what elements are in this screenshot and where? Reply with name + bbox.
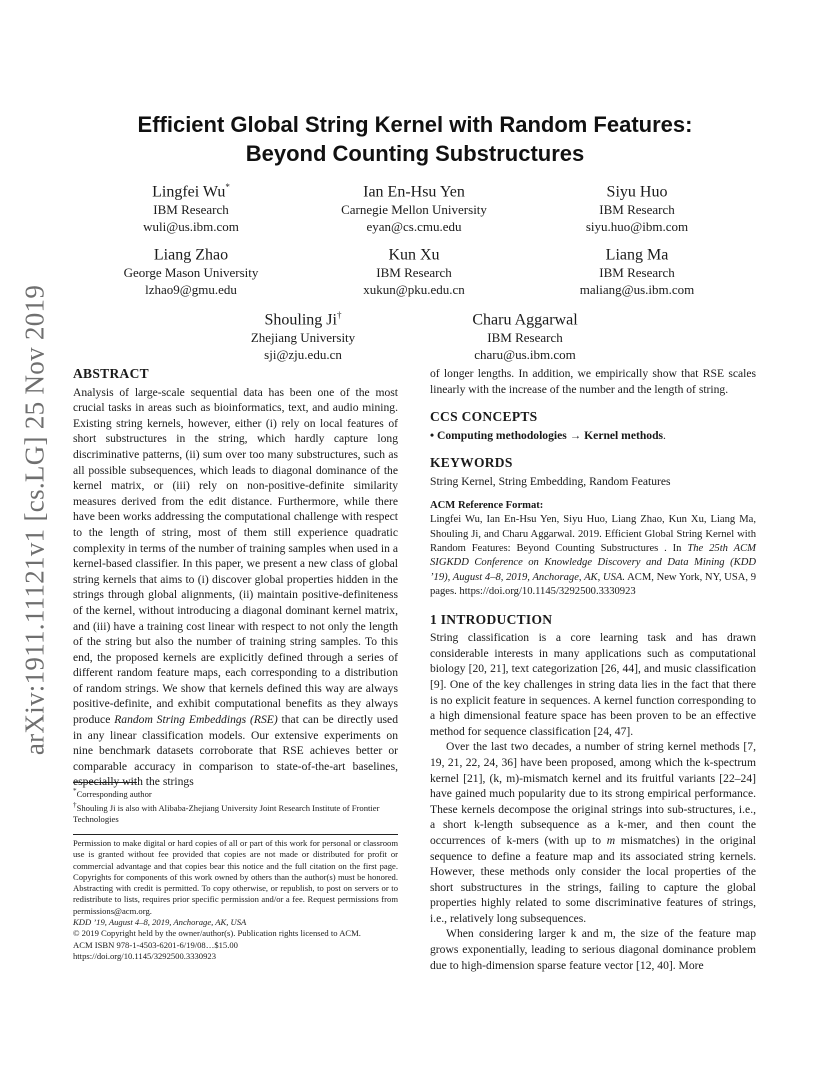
abstract-section [73,366,398,790]
author-block [544,241,730,298]
footnote-rule [73,782,137,783]
author-block [98,241,284,298]
keywords-heading: KEYWORDS [430,455,513,471]
author-affiliation: Carnegie Mellon University [341,202,487,218]
footnote-corresponding: *Corresponding author [73,787,152,799]
acm-ref-text: Lingfei Wu, Ian En-Hsu Yen, Siyu Huo, Liang Zhao, Kun Xu, Liang Ma, Shouling Ji, and Charu Aggarwal. 2019. Efficient Global String Kernel with Random Features: Beyond Counting Substructures . In The 25th ACM SIGKDD Conference on Knowledge Discovery and Data Mining (KDD ’19), August 4–8, 2019, Anchorage, AK, USA. ACM, New York, NY, USA, 9 pages. https://doi.org/10.1145/3292500.3330923 [430,514,756,598]
author-email: xukun@pku.edu.cn [363,281,465,297]
arxiv-stamp [14,285,56,755]
permission-doi: https://doi.org/10.1145/3292500.3330923 [73,950,216,961]
footnote-shouling: †Shouling Ji is also with Alibaba-Zhejiang University Joint Research Institute of Frontier Technologies [73,801,380,825]
author-email: lzhao9@gmu.edu [145,281,237,297]
author-block [432,306,618,363]
author-block [98,178,284,235]
permission-block [73,838,398,962]
intro-paragraph-3: When considering larger k and m, the size of the feature map grows exponentially, leading to serious diagonal dominance problem due to high-dimension sparse feature vector [12, 40]. More [430,927,756,972]
author-email: maliang@us.ibm.com [579,281,695,297]
permission-copyright: © 2019 Copyright held by the owner/author(s). Publication rights licensed to ACM. [73,928,361,939]
arxiv-id: arXiv:1911.11121v1 [cs.LG] 25 Nov 2019 [19,284,50,756]
intro-heading: 1 INTRODUCTION [430,611,553,627]
author-email: charu@us.ibm.com [474,346,576,362]
author-email: sji@zju.edu.cn [264,346,342,362]
author-name: Liang Zhao [153,246,229,264]
author-email: siyu.huo@ibm.com [585,218,689,234]
abstract-text: Analysis of large-scale sequential data has been one of the most crucial tasks in areas such as bioinformatics, text, and audio mining. Existing string kernels, however, either (i) rely on local features of short substructures in the string, which hardly capture long discriminative patterns, (ii) sum over too many substructures, such as all possible subsequences, which leads to diagonal dominance of the kernel matrix, or (iii) rely on non-positive-definite similarity measures derived from the edit distance. Furthermore, while there have been works addressing the computational challenge with respect to the length of string, most of them still experience quadratic complexity in terms of the number of training samples when used in a kernel-based classifier. In this paper, we present a new class of global string kernels that aims to (i) discover global properties hidden in the strings through global alignments, (ii) maintain positive-definiteness of the kernel, without introducing a diagonal dominant kernel matrix, and (iii) have a training cost linear with respect to not only the length of the string but also the number of training string samples. To this end, the proposed kernels are explicitly defined through a series of different random feature maps, each corresponding to a distribution of random strings. We show that kernels defined this way are always positive-definite, and exhibit computational benefits as they always produce Random String Embeddings (RSE) that can be directly used in any linear classification models. Our extensive experiments on nine benchmark datasets corroborate that RSE achieves better or comparable accuracy in comparison to state-of-the-art baselines, especially with the strings [73,385,398,789]
paper-title [90,110,740,168]
author-email: wuli@us.ibm.com [143,218,239,234]
permission-rule [73,834,398,835]
author-affiliation: IBM Research [153,202,229,218]
author-name: Liang Ma [605,246,669,264]
author-block [544,178,730,235]
abstract-heading: ABSTRACT [73,366,149,381]
author-block [210,306,396,363]
footnotes [73,786,398,826]
ccs-item: • Computing methodologies → Kernel methods. [430,428,666,442]
author-name: Shouling Ji [264,311,337,329]
right-column [430,366,756,973]
author-affiliation: Zhejiang University [250,330,356,346]
keywords-text: String Kernel, String Embedding, Random Features [430,474,671,488]
author-block [316,241,512,298]
title-line-2: Beyond Counting Substructures [245,141,585,166]
intro-paragraph-2: Over the last two decades, a number of string kernel methods [7, 19, 21, 22, 24, 36] have been proposed, among which the k-spectrum kernel [21], (k, m)-mismatch kernel and its fruitful variants [22–24] have gained much popularity due to its strong empirical performance. These kernels decompose the original strings into sub-structures, i.e., a short k-length subsequence as a k-mer, and then count the occurrences of k-mers (with up to m mismatches) in the original sequence to define a feature map and its associated string kernels. However, these methods only consider the local properties of the short substructures in the strings, failing to capture the global properties highly related to some discriminative features of strings, i.e., relatively long subsequences. [430,740,756,925]
abstract-continued: of longer lengths. In addition, we empirically show that RSE scales linearly with the increase of the number and the length of string. [430,367,756,396]
ccs-heading: CCS CONCEPTS [430,409,538,425]
permission-venue: KDD ’19, August 4–8, 2019, Anchorage, AK, USA [73,917,247,928]
author-affiliation: George Mason University [123,265,259,281]
author-block [316,178,512,235]
title-line-1: Efficient Global String Kernel with Random Features: [137,112,693,137]
author-mark: * [225,182,230,192]
author-affiliation: IBM Research [376,265,452,281]
author-affiliation: IBM Research [599,265,675,281]
author-email: eyan@cs.cmu.edu [366,218,462,234]
author-affiliation: IBM Research [487,330,563,346]
author-affiliation: IBM Research [599,202,675,218]
author-name: Ian En-Hsu Yen [363,183,465,201]
author-name: Charu Aggarwal [472,311,578,329]
acm-ref-heading: ACM Reference Format: [430,499,544,511]
author-mark: † [336,310,342,320]
author-name: Lingfei Wu [152,183,226,201]
author-name: Kun Xu [388,246,440,264]
intro-paragraph-1: String classification is a core learning task and has drawn considerable interests in many applications such as computational biology [20, 21], text categorization [26, 44], and music classification [9]. One of the key challenges in string data lies in the fact that there is no explicit feature in sequences. A kernel function corresponding to a high dimensional feature space has been proven to be an effective method for sequence classification [24, 47]. [430,631,756,738]
permission-text: Permission to make digital or hard copies of all or part of this work for personal or classroom use is granted without fee provided that copies are not made or distributed for profit or commercial advantage and that copies bear this notice and the full citation on the first page. Copyrights for components of this work owned by others than the author(s) must be honored. Abstracting with credit is permitted. To copy otherwise, or republish, to post on servers or to redistribute to lists, requires prior specific permission and/or a fee. Request permissions from permissions@acm.org. [73,838,398,916]
author-name: Siyu Huo [606,183,668,201]
permission-isbn: ACM ISBN 978-1-4503-6201-6/19/08…$15.00 [73,939,238,950]
